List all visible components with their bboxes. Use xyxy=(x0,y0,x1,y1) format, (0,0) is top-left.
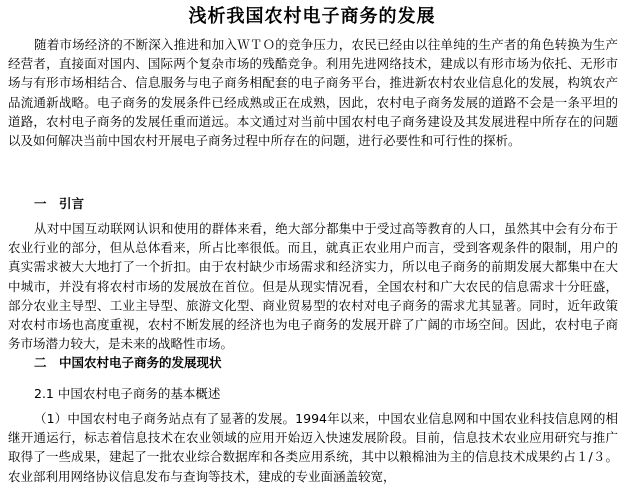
subsection-heading-overview: 2.1 中国农村电子商务的基本概述 xyxy=(34,386,221,401)
abstract-paragraph: 随着市场经济的不断深入推进和加入ＷＴＯ的竞争压力，农民已经由以往单纯的生产者的角色转换为生产经营者，直接面对国内、国际两个复杂市场的残酷竞争。利用先进网络技术，建成以有形市场为依托、无形市场与有形市场相结合、信息服务与电子商务相配套的电子商务平台，推进新农村农业信息化的发展，构筑农产品流通新战略。电子商务的发展条件已经成熟或正在成熟，因此，农村电子商务发展的道路不会是一条平坦的道路，农村电子商务的发展任重而道远。本文通过对当前中国农村电子商务建设及其发展进程中所存在的问题以及如何解决当前中国农村开展电子商务过程中所存在的问题，进行必要性和可行性的探析。 xyxy=(8,37,618,149)
overview-paragraph: （1）中国农村电子商务站点有了显著的发展。1994年以来，中国农业信息网和中国农业科技信息网的相继开通运行，标志着信息技术在农业领域的应用开始迈入快速发展阶段。目前，信息技术农业应用研究与推广取得了一些成果，建起了一批农业综合数据库和各类应用系统，其中以粮棉油为主的信息技术成果约占１/３。农业部利用网络协议信息发布与查询等技术，建成的专业面涵盖较宽， xyxy=(8,411,618,484)
section-heading-introduction: 一 引言 xyxy=(34,196,85,211)
section-heading-current-status: 二 中国农村电子商务的发展现状 xyxy=(34,355,222,370)
document-title: 浅析我国农村电子商务的发展 xyxy=(188,6,436,27)
introduction-paragraph: 从对中国互动联网认识和使用的群体来看，绝大部分都集中于受过高等教育的人口，虽然其中会有分布于农业行业的部分，但从总体看来，所占比率很低。而且，就真正农业用户而言，受到客观条件的限制，用户的真实需求被大大地打了一个折扣。由于农村缺少市场需求和经济实力，所以电子商务的前期发展大都集中在大中城市，并没有将农村市场的发展放在首位。但是从现实情况看，全国农村和广大农民的信息需求十分旺盛，部分农业主导型、工业主导型、旅游文化型、商业贸易型的农村对电子商务的需求尤其显著。同时，近年政策对农村市场也高度重视，农村不断发展的经济也为电子商务的发展开辟了广阔的市场空间。因此，农村电子商务市场潜力较大，是未来的战略性市场。 xyxy=(8,221,618,352)
